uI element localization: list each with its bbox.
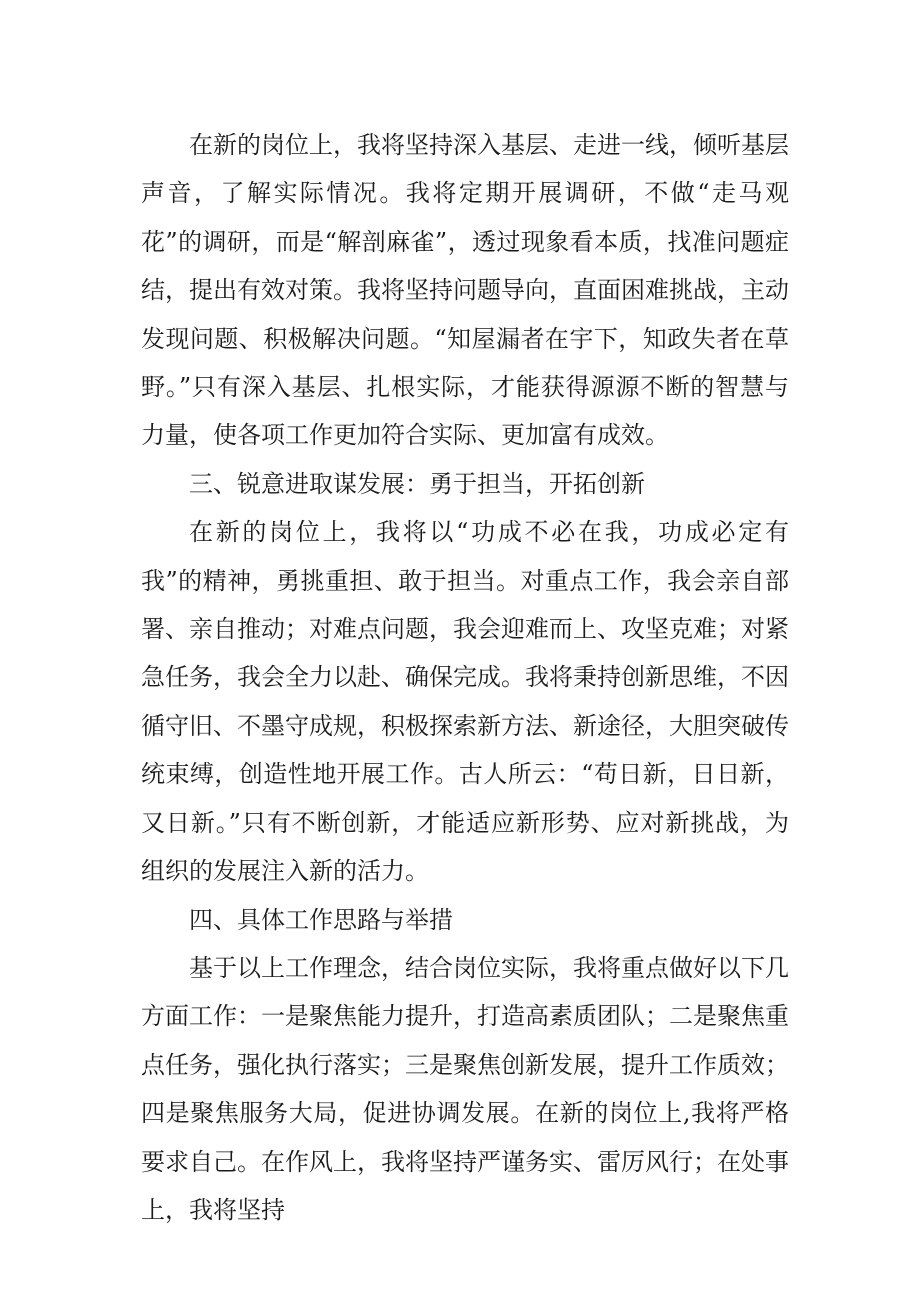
section-heading-three: 三、锐意进取谋发展：勇于担当，开拓创新 [189, 469, 645, 498]
paragraph-innovation: 在新的岗位上，我将以“功成不必在我，功成必定有我”的精神，勇挑重担、敢于担当。对重点工作，我会亲自部署、亲自推动；对难点问题，我会迎难而上、攻坚克难；对紧急任务，我会全力以赴、确保完成。我将秉持创新思维，不因循守旧、不墨守成规，积极探索新方法、新途径，大胆突破传统束缚，创造性地开展工作。古人所云：“苟日新，日日新，又日新。”只有不断创新，才能适应新形势、应对新挑战，为组织的发展注入新的活力。 [141, 518, 789, 886]
section-heading-four: 四、具体工作思路与举措 [189, 905, 453, 934]
document-body [141, 121, 789, 1234]
paragraph-grassroots: 在新的岗位上，我将坚持深入基层、走进一线，倾听基层声音，了解实际情况。我将定期开展调研，不做“走马观花”的调研，而是“解剖麻雀”，透过现象看本质，找准问题症结，提出有效对策。我将坚持问题导向，直面困难挑战，主动发现问题、积极解决问题。“知屋漏者在宇下，知政失者在草野。”只有深入基层、扎根实际，才能获得源源不断的智慧与力量，使各项工作更加符合实际、更加富有成效。 [141, 131, 789, 450]
paragraph-work-plan: 基于以上工作理念，结合岗位实际，我将重点做好以下几方面工作：一是聚焦能力提升，打造高素质团队；二是聚焦重点任务，强化执行落实；三是聚焦创新发展，提升工作质效；四是聚焦服务大局，促进协调发展。在新的岗位上,我将严格要求自己。在作风上，我将坚持严谨务实、雷厉风行；在处事上，我将坚持 [141, 953, 789, 1224]
